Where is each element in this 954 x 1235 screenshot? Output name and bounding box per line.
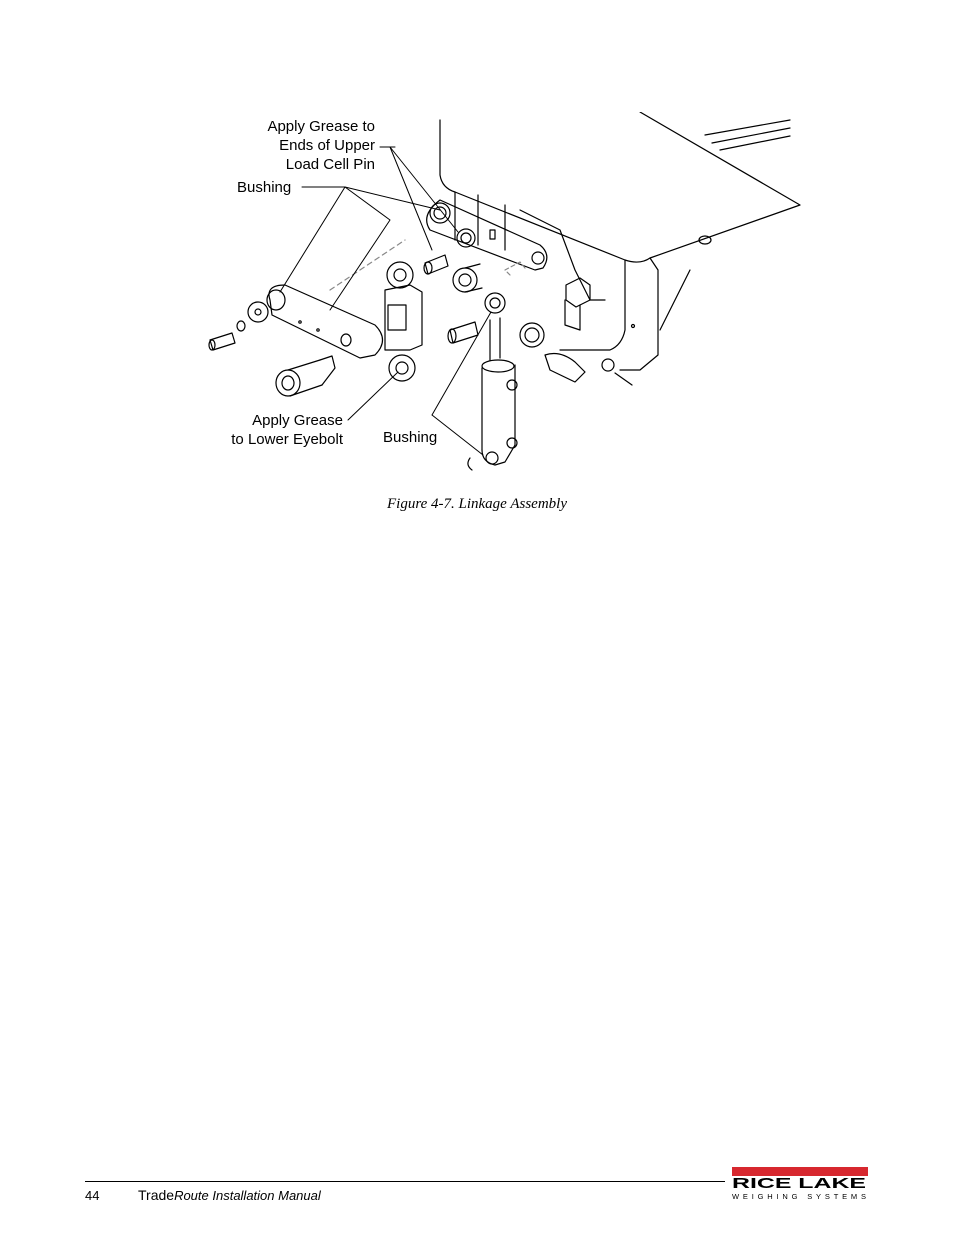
upper-link-plate — [427, 200, 547, 270]
callout-bushing-bottom: Bushing — [383, 429, 438, 446]
page-number: 44 — [85, 1188, 100, 1203]
callout-grease-upper-line2: Ends of Upper — [279, 137, 375, 154]
callout-bushing-top: Bushing — [237, 179, 292, 196]
callout-grease-lower-line1: Apply Grease — [252, 412, 343, 429]
manual-title — [138, 1187, 321, 1203]
bolt-washers — [209, 302, 268, 350]
svg-text:RICE LAKE: RICE LAKE — [732, 1175, 866, 1192]
shoulder-bolt — [276, 356, 335, 396]
svg-text:WEIGHING SYSTEMS: WEIGHING SYSTEMS — [732, 1192, 866, 1201]
bushing-upper — [453, 264, 482, 292]
manual-title-rest: Route Installation Manual — [174, 1188, 321, 1203]
rice-lake-logo — [730, 1165, 870, 1203]
platform-frame — [440, 112, 800, 370]
small-pin — [448, 322, 478, 343]
linkage-assembly-drawing — [195, 112, 815, 482]
footer-rule — [85, 1181, 725, 1182]
eyebolt-rod — [468, 293, 517, 470]
load-cell — [385, 262, 422, 381]
upper-load-cell-pin — [424, 255, 448, 274]
hex-nut-bracket — [520, 278, 632, 385]
figure-caption: Figure 4-7. Linkage Assembly — [387, 496, 567, 512]
callout-grease-upper-line1: Apply Grease to — [267, 118, 375, 135]
callout-grease-lower-line2: to Lower Eyebolt — [231, 431, 343, 448]
callout-grease-upper-line3: Load Cell Pin — [285, 156, 375, 173]
lower-link-plate — [267, 285, 383, 358]
manual-brand: Trade — [138, 1187, 175, 1203]
